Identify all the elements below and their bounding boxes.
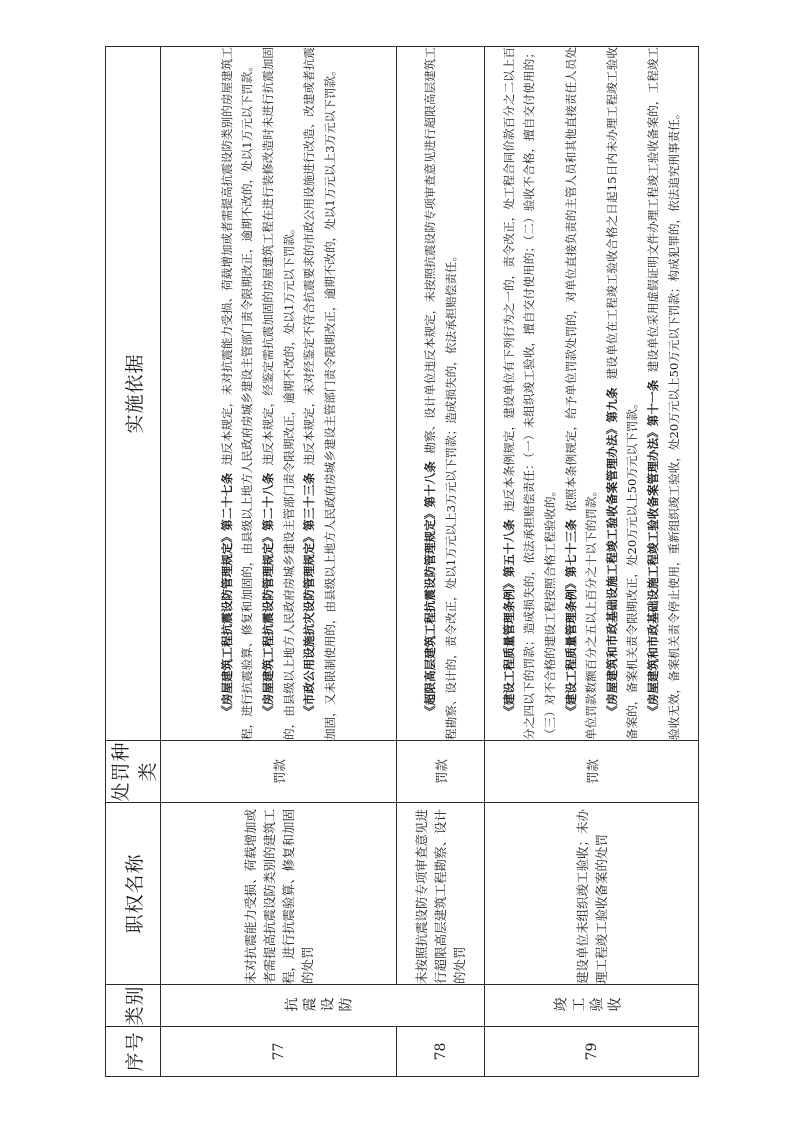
basis-article: 第十八条 [422, 461, 437, 508]
table-row [485, 47, 699, 1077]
basis-law: 《超限高层建筑工程抗震设防管理规定》 [422, 507, 437, 717]
basis-clause [561, 47, 602, 740]
basis-article: 第三十三条 [302, 472, 317, 531]
basis-law: 《房屋建筑工程抗震设防管理规定》 [260, 530, 275, 717]
row-category [161, 985, 485, 1027]
row-penalty-type: 罚款 [397, 741, 485, 803]
header-penalty-type: 处罚种类 [106, 741, 161, 803]
row-seq: 79 [485, 1027, 699, 1077]
row-penalty-type: 罚款 [161, 741, 397, 803]
table-row [397, 47, 485, 1077]
basis-article: 第七十三条 [563, 519, 578, 578]
row-penalty-type: 罚款 [485, 741, 699, 803]
header-seq: 序号 [106, 1027, 161, 1077]
basis-clause [217, 47, 258, 740]
basis-law: 《建设工程质量管理条例》 [501, 577, 516, 717]
row-basis [485, 47, 699, 741]
basis-clause [499, 47, 561, 740]
basis-law: 《建设工程质量管理条例》 [563, 577, 578, 717]
table-row [161, 47, 397, 1077]
basis-text: 建设单位采用虚假证明文件办理工程竣工验收备案的，工程竣工验收无效，备案机关责令停止使用，重新组织竣工验收，处20万元以上50万元以下罚款；构成犯罪的，依法追究刑事责任。 [645, 47, 681, 740]
basis-article: 第二十八条 [260, 472, 275, 531]
header-category: 类别 [106, 985, 161, 1027]
row-basis [397, 47, 485, 741]
basis-text: 违反本条例规定，建设单位有下列行为之一的，责令改正，处工程合同价款百分之二以上百分之四以下的罚款；造成损失的，依法承担赔偿责任：（一）未组织竣工验收，擅自交付使用的；（二）验收不合格，擅自交付使用的；（三）对不合格的建设工程按照合格工程验收的。 [501, 47, 558, 740]
header-basis: 实施依据 [106, 47, 161, 741]
category-label: 竣工验收 [552, 997, 625, 1014]
basis-text: 建设单位在工程竣工验收合格之日起15日内未办理工程竣工验收备案的，备案机关责令限期改正，处20万元以上50万元以下罚款。 [604, 47, 640, 740]
basis-law: 《房屋建筑和市政基础设施工程竣工验收备案管理办法》 [604, 422, 619, 717]
basis-law: 《房屋建筑工程抗震设防管理规定》 [219, 530, 234, 717]
header-name: 职权名称 [106, 803, 161, 985]
row-seq: 78 [397, 1027, 485, 1077]
category-label: 抗震设防 [283, 997, 356, 1014]
basis-text: 依照本条例规定，给予单位罚款处罚的，对单位直接负责的主管人员和其他直接责任人员处单位罚款数额百分之五以上百分之十以下的罚款。 [563, 47, 599, 740]
authority-table [105, 46, 699, 1077]
row-authority-name: 未对抗震能力受损、荷载增加或者需提高抗震设防类别的建筑工程，进行抗震验算、修复和加固的处罚 [161, 803, 397, 985]
row-category [485, 985, 699, 1027]
row-seq: 77 [161, 1027, 397, 1077]
row-basis [161, 47, 397, 741]
table-header-row [106, 47, 161, 1077]
basis-text: 违反本规定，经鉴定需抗震加固的房屋建筑工程在进行装修改造时未进行抗震加固的，由县级以上地方人民政府房城乡建设主管部门责令限期改正，逾期不改的，处以1万元以下罚款。 [260, 47, 296, 740]
basis-article: 第九条 [604, 387, 619, 423]
basis-clause [258, 47, 299, 740]
basis-clause [420, 47, 461, 740]
basis-article: 第二十七条 [219, 472, 234, 531]
row-authority-name: 建设单位未组织竣工验收；未办理工程竣工验收备案的处罚 [485, 803, 699, 985]
basis-article: 第五十八条 [501, 519, 516, 578]
row-authority-name: 未按照抗震设防专项审查意见进行超限高层建筑工程勘察、设计的处罚 [397, 803, 485, 985]
basis-text: 勘察、设计单位违反本规定，未按照抗震设防专项审查意见进行超限高层建筑工程勘察、设计的，责令改正，处以1万元以上3万元以下罚款；造成损失的，依法承担赔偿责任。 [422, 47, 458, 740]
basis-clause [602, 47, 643, 740]
basis-clause [299, 47, 340, 740]
basis-text: 违反本规定，未对经鉴定不符合抗震要求的市政公用设施进行改造、改建或者抗震加固，又未限制使用的，由县级以上地方人民政府房城乡建设主管部门责令限期改正，逾期不改的，处以1万元以上3万元以下罚款。 [302, 47, 337, 740]
basis-text: 违反本规定，未对抗震能力受损、荷载增加或者需提高抗震设防类别的房屋建筑工程，进行抗震验算、修复和加固的，由县级以上地方人民政府房城乡建设主管部门责令限期改正，逾期不改的，处以1万元以下罚款。 [219, 47, 255, 740]
basis-clause [643, 47, 684, 740]
basis-article: 第十一条 [645, 379, 660, 427]
table-body [161, 47, 699, 1077]
basis-law: 《市政公用设施抗灾设防管理规定》 [302, 530, 317, 717]
basis-law: 《房屋建筑和市政基础设施工程竣工验收备案管理办法》 [645, 426, 660, 717]
